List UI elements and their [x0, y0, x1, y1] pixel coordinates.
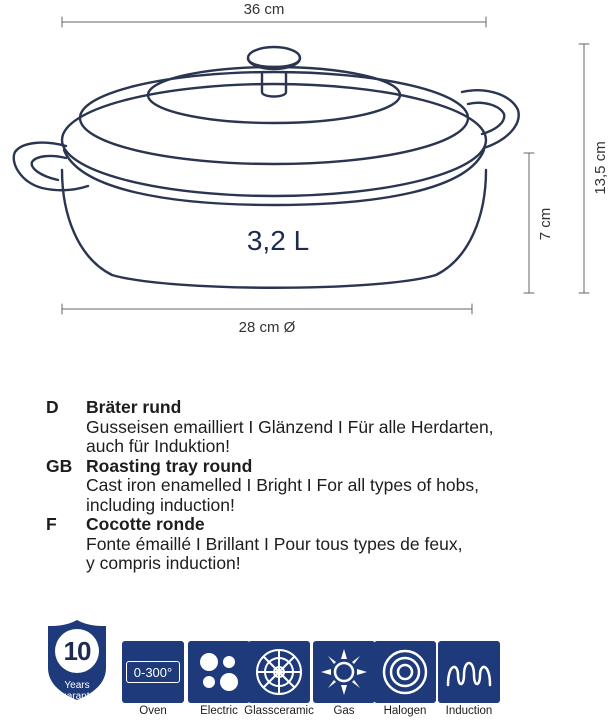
description-line: y compris induction!: [86, 553, 241, 573]
halogen-badge: [374, 641, 436, 703]
volume-label: 3,2 L: [246, 225, 310, 256]
description-line: Cast iron enamelled I Bright I For all types of hobs,: [86, 475, 479, 495]
electric-badge: [188, 641, 250, 703]
glassceramic-label: Glassceramic: [244, 705, 314, 717]
feature-badges: [0, 610, 613, 720]
halogen-label: Halogen: [383, 705, 427, 717]
description-line: Fonte émaillé I Brillant I Pour tous types de feux,: [86, 533, 463, 554]
body-height-dimension-label: 7 cm: [537, 207, 554, 241]
language-code: F: [46, 514, 57, 534]
gas-badge: [313, 641, 375, 703]
diameter-dimension-label: 28 cm Ø: [238, 319, 296, 336]
induction-coil-icon: [438, 641, 500, 703]
product-title: Cocotte ronde: [86, 514, 205, 534]
induction-label: Induction: [445, 705, 493, 717]
electric-label: Electric: [200, 705, 238, 717]
oven-badge: [122, 641, 184, 703]
warranty-badge: [44, 618, 110, 702]
language-code: GB: [46, 455, 73, 476]
warranty-years: 10: [63, 636, 91, 666]
halogen-hob-icon: [374, 641, 436, 703]
product-title: Roasting tray round: [86, 455, 253, 476]
gas-flame-icon: [313, 641, 375, 703]
description-gb: [46, 457, 606, 516]
electric-hob-icon: [188, 641, 250, 703]
product-title: Bräter rund: [86, 397, 182, 417]
width-dimension-label: 36 cm: [243, 1, 285, 18]
description-line: Gusseisen emailliert I Glänzend I Für alle Herdarten,: [86, 416, 494, 437]
product-descriptions: [46, 398, 606, 574]
language-code: D: [46, 397, 59, 417]
total-height-dimension-label: 13,5 cm: [592, 141, 609, 195]
oven-temperature: 0-300°: [126, 661, 180, 683]
warranty-text: Years Guarantee: [53, 680, 101, 702]
glassceramic-hob-icon: [248, 641, 310, 703]
induction-badge: [438, 641, 500, 703]
description-line: auch für Induktion!: [86, 436, 230, 456]
description-de: [46, 398, 606, 457]
glassceramic-badge: [248, 641, 310, 703]
oven-label: Oven: [139, 705, 167, 717]
description-line: including induction!: [86, 494, 235, 515]
gas-label: Gas: [333, 705, 355, 717]
description-fr: [46, 515, 606, 574]
